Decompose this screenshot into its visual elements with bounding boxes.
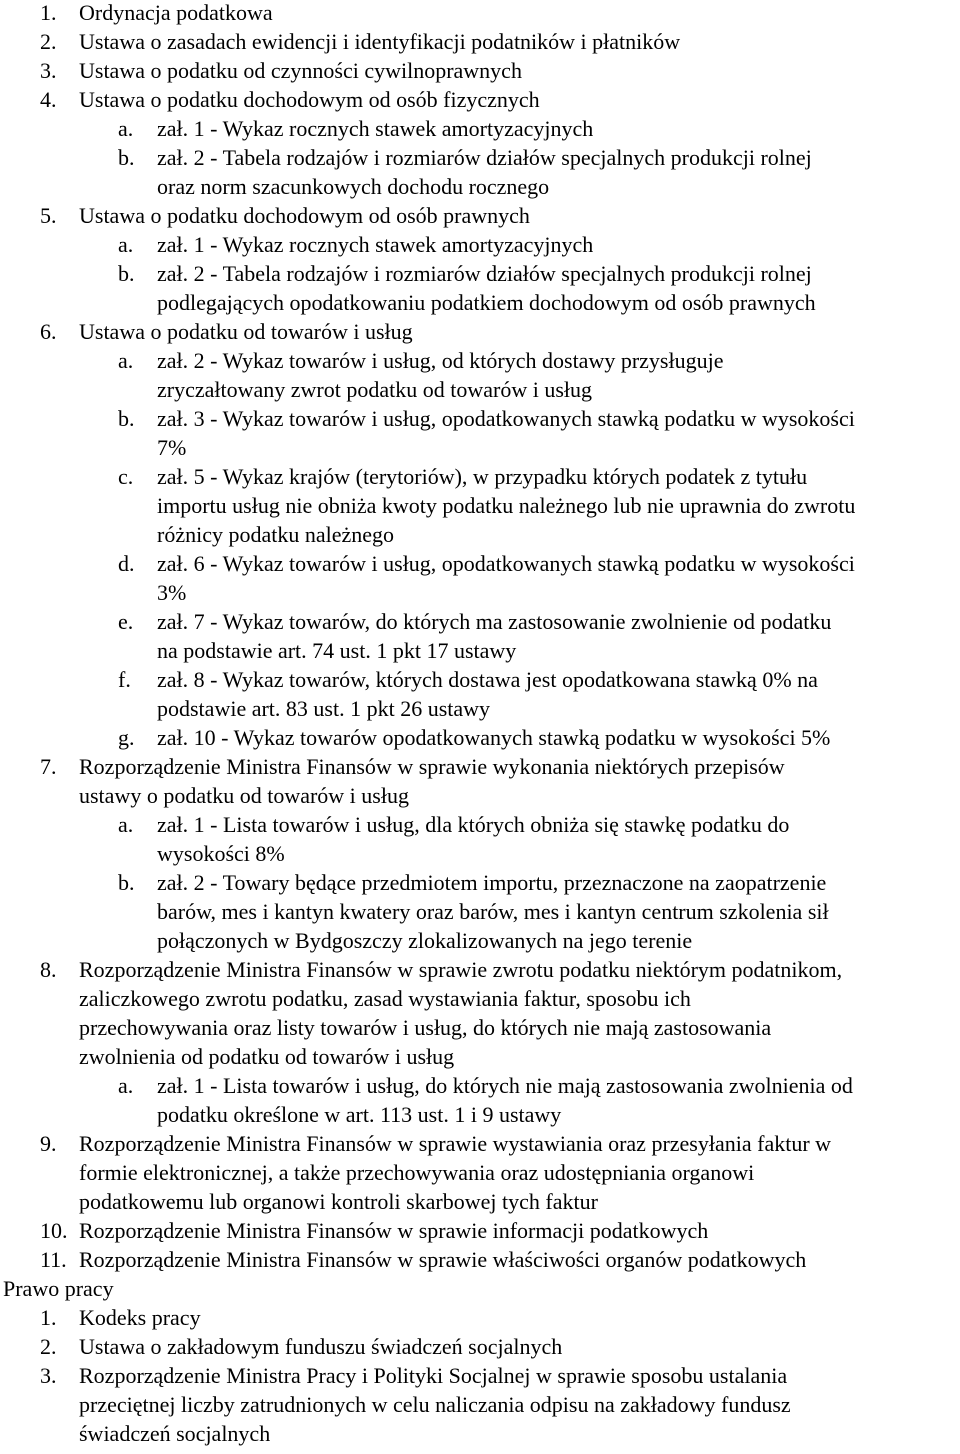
list-line: [0, 754, 960, 783]
subitem-text: zał. 6 - Wykaz towarów i usług, opodatkowanych stawką podatku w wysokości: [157, 551, 855, 576]
subitem-letter: a.: [118, 348, 134, 373]
item-text: Kodeks pracy: [79, 1305, 201, 1330]
item-text: Rozporządzenie Ministra Finansów w sprawie wykonania niektórych przepisów: [79, 754, 785, 779]
subitem-text: zał. 7 - Wykaz towarów, do których ma zastosowanie zwolnienie od podatku: [157, 609, 832, 634]
item-text: Ustawa o podatku dochodowym od osób prawnych: [79, 203, 530, 228]
item-number: 11.: [40, 1247, 67, 1272]
list-line: [0, 1392, 960, 1421]
list-line: [0, 580, 960, 609]
subitem-letter: b.: [118, 261, 135, 286]
subitem-text-continuation: różnicy podatku należnego: [157, 522, 395, 547]
list-line: [0, 812, 960, 841]
list-line: [0, 87, 960, 116]
list-line: [0, 1363, 960, 1392]
subitem-letter: a.: [118, 232, 134, 257]
list-line: [0, 1131, 960, 1160]
subitem-text-continuation: 7%: [157, 435, 187, 460]
subitem-letter: d.: [118, 551, 135, 576]
subitem-letter: c.: [118, 464, 134, 489]
subitem-text: zał. 2 - Tabela rodzajów i rozmiarów działów specjalnych produkcji rolnej: [157, 261, 812, 286]
subitem-text: zał. 1 - Lista towarów i usług, do których nie mają zastosowania zwolnienia od: [157, 1073, 853, 1098]
item-number: 6.: [40, 319, 57, 344]
list-line: [0, 1276, 960, 1305]
item-text-continuation: formie elektronicznej, a także przechowywania oraz udostępniania organowi: [79, 1160, 755, 1185]
list-line: [0, 667, 960, 696]
list-line: [0, 986, 960, 1015]
subitem-text: zał. 5 - Wykaz krajów (terytoriów), w przypadku których podatek z tytułu: [157, 464, 808, 489]
subitem-letter: g.: [118, 725, 135, 750]
item-text-continuation: świadczeń socjalnych: [79, 1421, 271, 1446]
list-line: [0, 261, 960, 290]
list-line: [0, 464, 960, 493]
subitem-letter: f.: [118, 667, 131, 692]
list-line: [0, 1073, 960, 1102]
subitem-text: zał. 1 - Wykaz rocznych stawek amortyzacyjnych: [157, 116, 594, 141]
subitem-text-continuation: importu usług nie obniża kwoty podatku należnego lub nie uprawnia do zwrotu: [157, 493, 856, 518]
item-number: 5.: [40, 203, 57, 228]
subitem-letter: a.: [118, 812, 134, 837]
list-line: [0, 928, 960, 957]
list-line: [0, 377, 960, 406]
subitem-text-continuation: podstawie art. 83 ust. 1 pkt 26 ustawy: [157, 696, 491, 721]
list-line: [0, 435, 960, 464]
subitem-letter: b.: [118, 145, 135, 170]
list-line: [0, 638, 960, 667]
list-line: [0, 1102, 960, 1131]
subitem-text-continuation: podlegających opodatkowaniu podatkiem dochodowym od osób prawnych: [157, 290, 816, 315]
list-line: [0, 609, 960, 638]
list-line: [0, 232, 960, 261]
list-line: [0, 203, 960, 232]
list-line: [0, 1015, 960, 1044]
list-line: [0, 348, 960, 377]
item-text: Rozporządzenie Ministra Finansów w sprawie właściwości organów podatkowych: [79, 1247, 807, 1272]
list-line: [0, 290, 960, 319]
list-line: [0, 1189, 960, 1218]
item-text: Ustawa o podatku od czynności cywilnoprawnych: [79, 58, 522, 83]
list-line: [0, 1247, 960, 1276]
item-text: Rozporządzenie Ministra Finansów w sprawie zwrotu podatku niektórym podatnikom,: [79, 957, 843, 982]
list-line: [0, 841, 960, 870]
subitem-letter: a.: [118, 1073, 134, 1098]
section-heading: Prawo pracy: [3, 1276, 114, 1301]
list-line: [0, 1334, 960, 1363]
subitem-letter: e.: [118, 609, 134, 634]
item-number: 2.: [40, 29, 57, 54]
subitem-text: zał. 2 - Tabela rodzajów i rozmiarów działów specjalnych produkcji rolnej: [157, 145, 812, 170]
list-line: [0, 870, 960, 899]
subitem-text: zał. 1 - Lista towarów i usług, dla których obniża się stawkę podatku do: [157, 812, 790, 837]
item-text: Ordynacja podatkowa: [79, 0, 273, 25]
item-number: 9.: [40, 1131, 57, 1156]
subitem-text: zał. 2 - Wykaz towarów i usług, od których dostawy przysługuje: [157, 348, 724, 373]
item-text-continuation: zwolnienia od podatku od towarów i usług: [79, 1044, 455, 1069]
list-line: [0, 1421, 960, 1450]
item-number: 3.: [40, 58, 57, 83]
subitem-letter: b.: [118, 870, 135, 895]
list-line: [0, 1305, 960, 1334]
list-line: [0, 29, 960, 58]
subitem-text-continuation: połączonych w Bydgoszczy zlokalizowanych na jego terenie: [157, 928, 693, 953]
item-text: Ustawa o podatku od towarów i usług: [79, 319, 413, 344]
subitem-text-continuation: wysokości 8%: [157, 841, 285, 866]
item-text-continuation: zaliczkowego zwrotu podatku, zasad wystawiania faktur, sposobu ich: [79, 986, 691, 1011]
list-line: [0, 551, 960, 580]
list-line: [0, 58, 960, 87]
list-line: [0, 522, 960, 551]
list-line: [0, 174, 960, 203]
item-number: 10.: [40, 1218, 68, 1243]
subitem-text-continuation: barów, mes i kantyn kwatery oraz barów, mes i kantyn centrum szkolenia sił: [157, 899, 829, 924]
subitem-text: zał. 2 - Towary będące przedmiotem importu, przeznaczone na zaopatrzenie: [157, 870, 827, 895]
item-number: 4.: [40, 87, 57, 112]
list-line: [0, 319, 960, 348]
subitem-text: zał. 10 - Wykaz towarów opodatkowanych stawką podatku w wysokości 5%: [157, 725, 831, 750]
subitem-letter: a.: [118, 116, 134, 141]
item-text-continuation: podatkowemu lub organowi kontroli skarbowej tych faktur: [79, 1189, 598, 1214]
item-number: 1.: [40, 1305, 57, 1330]
list-line: [0, 899, 960, 928]
list-line: [0, 1160, 960, 1189]
list-line: [0, 493, 960, 522]
list-line: [0, 116, 960, 145]
subitem-text-continuation: zryczałtowany zwrot podatku od towarów i usług: [157, 377, 592, 402]
list-line: [0, 1044, 960, 1073]
list-line: [0, 957, 960, 986]
subitem-text: zał. 1 - Wykaz rocznych stawek amortyzacyjnych: [157, 232, 594, 257]
list-line: [0, 783, 960, 812]
list-line: [0, 406, 960, 435]
item-text-continuation: przeciętnej liczby zatrudnionych w celu naliczania odpisu na zakładowy fundusz: [79, 1392, 791, 1417]
subitem-text: zał. 8 - Wykaz towarów, których dostawa jest opodatkowana stawką 0% na: [157, 667, 818, 692]
subitem-text-continuation: 3%: [157, 580, 187, 605]
item-number: 1.: [40, 0, 57, 25]
item-number: 3.: [40, 1363, 57, 1388]
subitem-text-continuation: oraz norm szacunkowych dochodu rocznego: [157, 174, 550, 199]
list-line: [0, 0, 960, 29]
subitem-letter: b.: [118, 406, 135, 431]
list-line: [0, 145, 960, 174]
item-number: 2.: [40, 1334, 57, 1359]
item-text: Rozporządzenie Ministra Pracy i Polityki Socjalnej w sprawie sposobu ustalania: [79, 1363, 788, 1388]
subitem-text: zał. 3 - Wykaz towarów i usług, opodatkowanych stawką podatku w wysokości: [157, 406, 855, 431]
item-text-continuation: przechowywania oraz listy towarów i usług, do których nie mają zastosowania: [79, 1015, 772, 1040]
subitem-text-continuation: podatku określone w art. 113 ust. 1 i 9 ustawy: [157, 1102, 562, 1127]
item-text: Rozporządzenie Ministra Finansów w sprawie wystawiania oraz przesyłania faktur w: [79, 1131, 832, 1156]
item-number: 8.: [40, 957, 57, 982]
list-line: [0, 1218, 960, 1247]
subitem-text-continuation: na podstawie art. 74 ust. 1 pkt 17 ustawy: [157, 638, 517, 663]
item-text: Ustawa o zasadach ewidencji i identyfikacji podatników i płatników: [79, 29, 681, 54]
list-line: [0, 696, 960, 725]
item-number: 7.: [40, 754, 57, 779]
item-text: Ustawa o zakładowym funduszu świadczeń socjalnych: [79, 1334, 563, 1359]
item-text-continuation: ustawy o podatku od towarów i usług: [79, 783, 409, 808]
item-text: Ustawa o podatku dochodowym od osób fizycznych: [79, 87, 540, 112]
list-line: [0, 725, 960, 754]
item-text: Rozporządzenie Ministra Finansów w sprawie informacji podatkowych: [79, 1218, 709, 1243]
